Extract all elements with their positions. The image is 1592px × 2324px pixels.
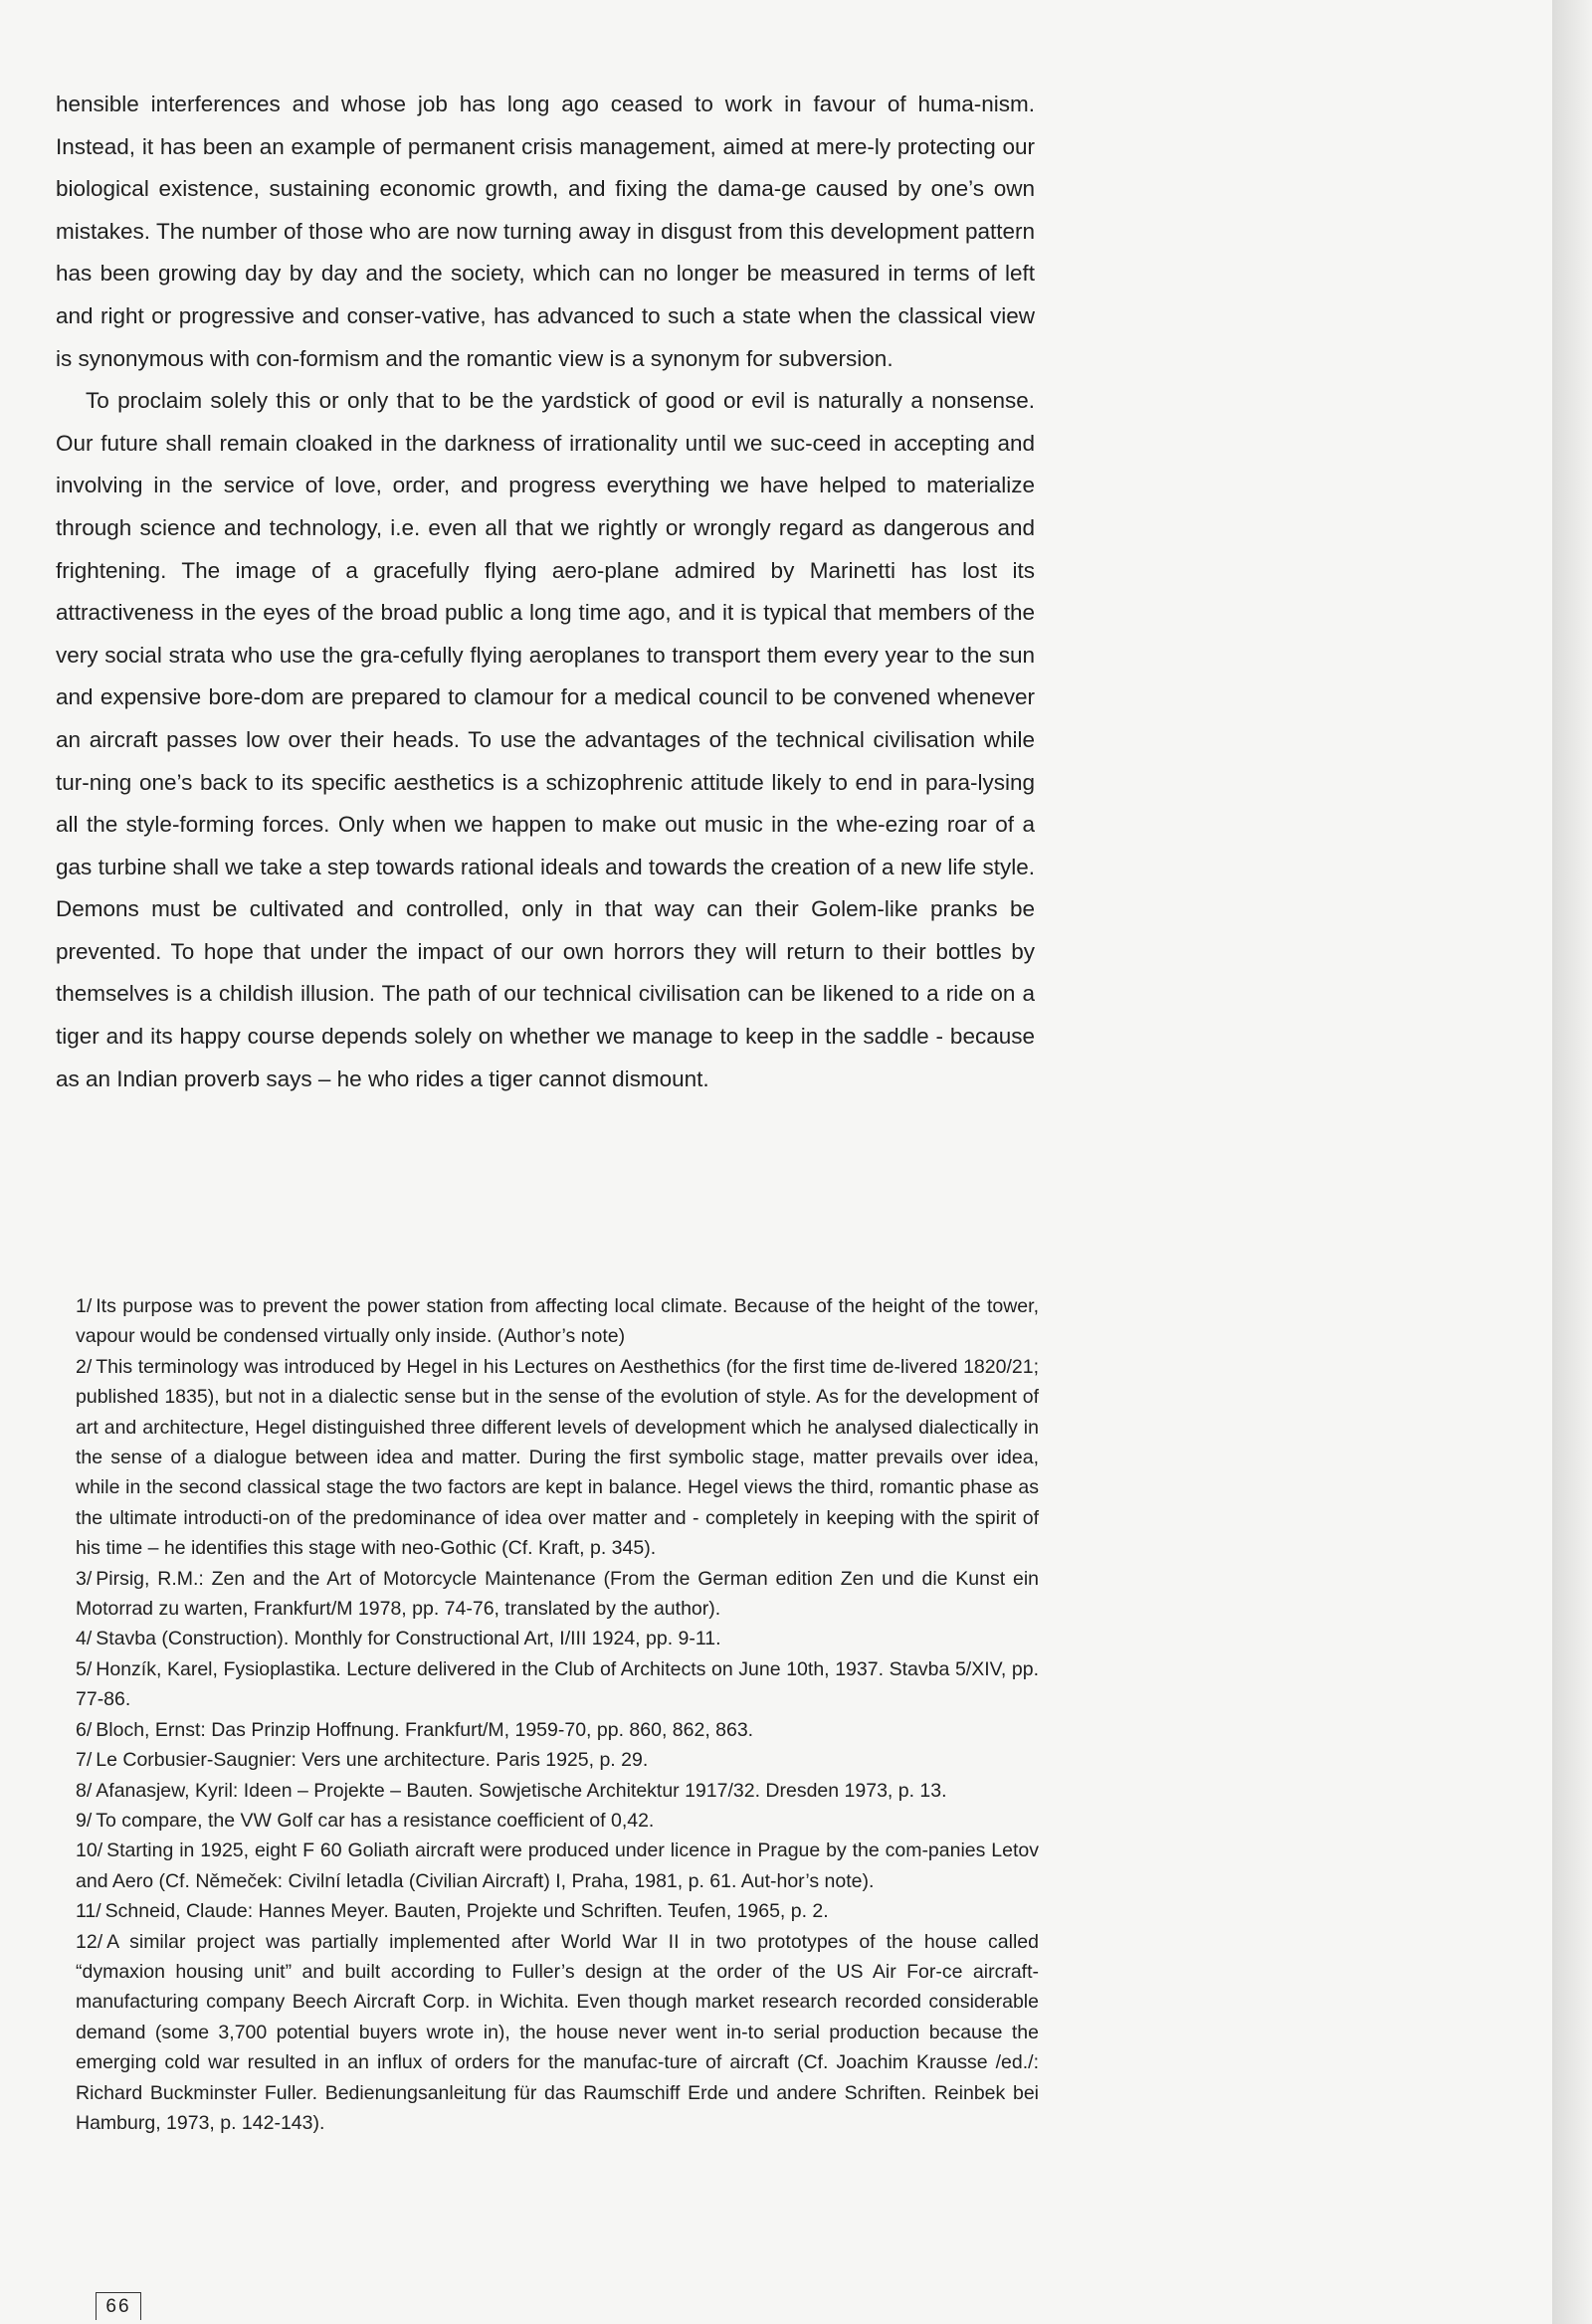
footnote-number: 3/ — [76, 1567, 93, 1590]
footnote-text: To compare, the VW Golf car has a resistance coefficient of 0,42. — [96, 1809, 655, 1832]
footnote-number: 7/ — [76, 1749, 93, 1772]
footnote-number: 1/ — [76, 1295, 93, 1317]
footnote-text: Starting in 1925, eight F 60 Goliath aircraft were produced under licence in Prague by the com-panies Letov and Aero (Cf. Němeček: Civilní letadla (Civilian Aircraft) I, Praha, 1981, p. 61. Aut-hor’s note). — [76, 1840, 1039, 1892]
paragraph: To proclaim solely this or only that to be the yardstick of good or evil is naturally a nonsense. Our future shall remain cloaked in the darkness of irrationality until we suc-ceed in accepting and involving in the service of love, order, and progress everything we have helped to materialize through science and technology, i.e. even all that we rightly or wrongly regard as dangerous and frightening. The image of a gracefully flying aero-plane admired by Marinetti has lost its attractiveness in the eyes of the broad public a long time ago, and it is typical that members of the very social strata who use the gra-cefully flying aeroplanes to transport them every year to the sun and expensive bore-dom are prepared to clamour for a medical council to be convened whenever an aircraft passes low over their heads. To use the advantages of the technical civilisation while tur-ning one’s back to its specific aesthetics is a schizophrenic attitude likely to end in para-lysing all the style-forming forces. Only when we happen to make out music in the whe-ezing roar of a gas turbine shall we take a step towards rational ideals and towards the creation of a new life style. Demons must be cultivated and controlled, only in that way can their Golem-like pranks be prevented. To hope that under the impact of our own horrors they will return to their bottles by themselves is a childish illusion. The path of our technical civilisation can be likened to a ride on a tiger and its happy course depends solely on whether we manage to keep in the saddle - because as an Indian proverb says – he who rides a tiger cannot dismount. — [56, 388, 1035, 1091]
footnote — [76, 1624, 1039, 1653]
footnote — [76, 1836, 1039, 1896]
footnote-number: 9/ — [76, 1809, 93, 1832]
footnote-text: Le Corbusier-Saugnier: Vers une architecture. Paris 1925, p. 29. — [96, 1749, 649, 1772]
paragraph: hensible interferences and whose job has long ago ceased to work in favour of huma-nism. Instead, it has been an example of permanent crisis management, aimed at mere-ly protecting our biological existence, sustaining economic growth, and fixing the dama-ge caused by one’s own mistakes. The number of those who are now turning away in disgust from this development pattern has been growing day by day and the society, which can no longer be measured in terms of left and right or progressive and conser-vative, has advanced to such a state when the classical view is synonymous with con-formism and the romantic view is a synonym for subversion. — [56, 92, 1035, 371]
footnote-text: Pirsig, R.M.: Zen and the Art of Motorcycle Maintenance (From the German edition Zen und die Kunst ein Motorrad zu warten, Frankfurt/M 1978, pp. 74-76, translated by the author). — [76, 1567, 1039, 1621]
footnote-text: Bloch, Ernst: Das Prinzip Hoffnung. Frankfurt/M, 1959-70, pp. 860, 862, 863. — [96, 1718, 754, 1741]
page-number: 66 — [96, 2292, 141, 2320]
footnote-text: A similar project was partially implemented after World War II in two prototypes of the house called “dymaxion housing unit” and built according to Fuller’s design at the order of the US Air For-ce aircraft-manufacturing company Beech Aircraft Corp. in Wichita. Even though market research recorded considerable demand (some 3,700 potential buyers wrote in), the house never went in-to serial production because the emerging cold war resulted in an influx of orders for the manufac-ture of aircraft (Cf. Joachim Krausse /ed./: Richard Buckminster Fuller. Bedienungsanleitung für das Raumschiff Erde und andere Schriften. Reinbek bei Hamburg, 1973, p. 142-143). — [76, 1930, 1039, 2134]
footnote-number: 2/ — [76, 1355, 93, 1378]
page-edge — [1552, 0, 1592, 2324]
footnote-number: 5/ — [76, 1657, 93, 1680]
footnotes — [76, 1291, 1039, 2138]
footnote-number: 8/ — [76, 1779, 93, 1802]
footnote — [76, 1745, 1039, 1775]
footnote-number: 12/ — [76, 1930, 103, 1953]
footnote — [76, 1291, 1039, 1352]
footnote-number: 11/ — [76, 1900, 101, 1923]
footnote — [76, 1896, 1039, 1926]
footnote-text: Stavba (Construction). Monthly for Constructional Art, I/III 1924, pp. 9-11. — [96, 1628, 721, 1650]
footnote — [76, 1927, 1039, 2139]
footnote-number: 10/ — [76, 1840, 103, 1862]
footnote-number: 4/ — [76, 1628, 93, 1650]
footnote-text: Afanasjew, Kyril: Ideen – Projekte – Bauten. Sowjetische Architektur 1917/32. Dresden 1973, p. 13. — [96, 1779, 947, 1802]
footnote — [76, 1776, 1039, 1806]
footnote — [76, 1715, 1039, 1745]
footnote-number: 6/ — [76, 1718, 93, 1741]
footnote-text: Schneid, Claude: Hannes Meyer. Bauten, Projekte und Schriften. Teufen, 1965, p. 2. — [104, 1900, 829, 1923]
footnote — [76, 1564, 1039, 1625]
footnote — [76, 1654, 1039, 1715]
footnote-text: Honzík, Karel, Fysioplastika. Lecture delivered in the Club of Architects on June 10th, 1937. Stavba 5/XIV, pp. 77-86. — [76, 1657, 1039, 1711]
footnote — [76, 1806, 1039, 1836]
footnote-text: This terminology was introduced by Hegel in his Lectures on Aesthethics (for the first time de-livered 1820/21; published 1835), but not in a dialectic sense but in the sense of the evolution of style. As for the development of art and architecture, Hegel distinguished three different levels of development which he analysed dialectically in the sense of a dialogue between idea and matter. During the first symbolic stage, matter prevails over idea, while in the second classical stage the two factors are kept in balance. Hegel views the third, romantic phase as the ultimate introducti-on of the predominance of idea over matter and - completely in keeping with the spirit of his time – he identifies this stage with neo-Gothic (Cf. Kraft, p. 345). — [76, 1355, 1039, 1560]
footnote — [76, 1352, 1039, 1564]
footnote-text: Its purpose was to prevent the power station from affecting local climate. Because of the height of the tower, vapour would be condensed virtually only inside. (Author’s note) — [76, 1295, 1039, 1348]
main-text — [56, 84, 1035, 1100]
